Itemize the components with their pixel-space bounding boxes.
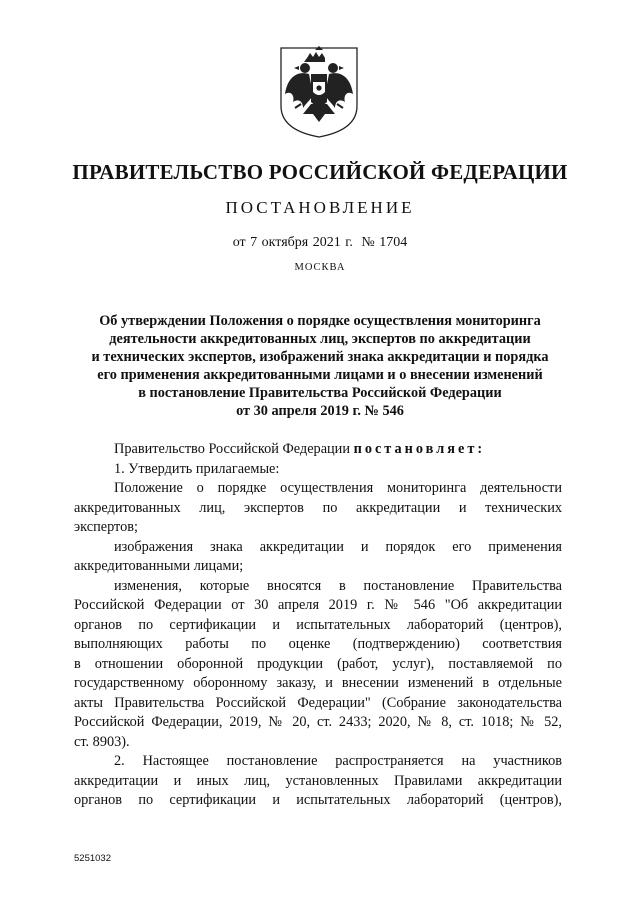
- subject-line: Об утверждении Положения о порядке осуществления мониторинга: [99, 313, 541, 329]
- body-line: органов по сертификации и испытательных лабораторий (центров),: [74, 616, 562, 633]
- body-line: экспертов;: [74, 519, 138, 535]
- subject-line: деятельности аккредитованных лиц, экспертов по аккредитации: [109, 331, 531, 347]
- intro-verb: постановляет:: [353, 441, 486, 457]
- body-line: аккредитованными лицами;: [74, 558, 244, 574]
- body-line: изображения знака аккредитации и порядок его применения: [114, 538, 562, 555]
- barcode-number: 5251032: [74, 853, 111, 864]
- subject-line: в постановление Правительства Российской Федерации: [138, 385, 502, 401]
- body-line: 1. Утвердить прилагаемые:: [114, 460, 280, 477]
- document-city: МОСКВА: [294, 262, 346, 273]
- subject-line: от 30 апреля 2019 г. № 546: [236, 403, 404, 419]
- body-line: аккредитации и иных лиц, установленных Правилами аккредитации: [74, 772, 562, 789]
- body-line: изменения, которые вносятся в постановление Правительства: [114, 577, 562, 594]
- body-line: ст. 8903).: [74, 733, 130, 750]
- body-line: Российской Федерации, 2019, № 20, ст. 2433; 2020, № 8, ст. 1018; № 52,: [74, 714, 562, 730]
- body-intro: [74, 440, 562, 460]
- body-line: Положение о порядке осуществления мониторинга деятельности: [114, 480, 562, 496]
- subject-line: его применения аккредитованными лицами и о внесении изменений: [97, 367, 543, 383]
- body-line: органов по сертификации и испытательных лабораторий (центров),: [74, 792, 562, 808]
- body-line: выполняющих работы по оценке (подтверждению) соответствия: [74, 636, 562, 652]
- body-line: Российской Федерации от 30 апреля 2019 г. № 546 "Об аккредитации: [74, 597, 562, 613]
- russian-coat-of-arms-icon: [271, 44, 367, 140]
- document-date: от 7 октября 2021 г.: [232, 235, 353, 250]
- document-type: ПОСТАНОВЛЕНИЕ: [225, 198, 415, 217]
- government-title: ПРАВИТЕЛЬСТВО РОССИЙСКОЙ ФЕДЕРАЦИИ: [72, 160, 568, 184]
- document-subject: [60, 312, 580, 420]
- body-line: 2. Настоящее постановление распространяется на участников: [114, 753, 562, 769]
- body-line: государственному оборонному заказу, и внесении изменений в отдельные: [74, 675, 562, 691]
- document-date-number: [0, 235, 640, 251]
- body-line: акты Правительства Российской Федерации" (Собрание законодательства: [74, 694, 562, 711]
- document-number: № 1704: [361, 235, 408, 250]
- body-line: аккредитованных лиц, экспертов по аккредитации и технических: [74, 499, 562, 516]
- document-body: [74, 440, 562, 811]
- intro-text: Правительство Российской Федерации: [114, 441, 350, 457]
- body-line: в отношении оборонной продукции (работ, услуг), поставляемой по: [74, 655, 562, 672]
- subject-line: и технических экспертов, изображений знака аккредитации и порядка: [91, 349, 549, 365]
